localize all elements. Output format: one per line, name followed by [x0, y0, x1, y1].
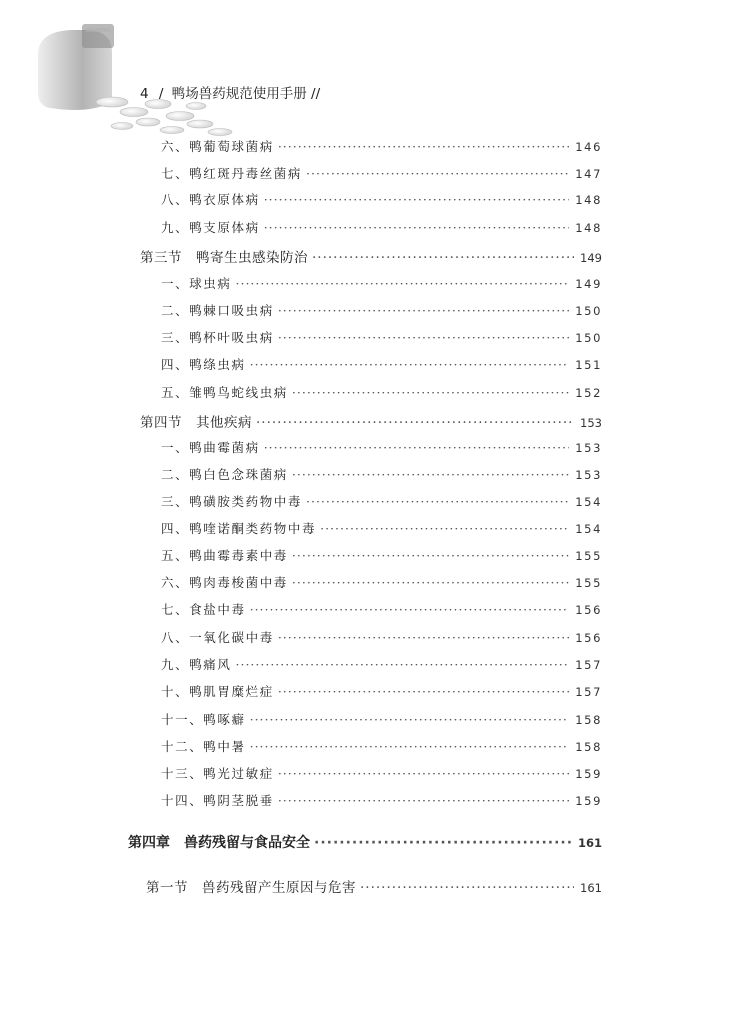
dot-leader	[264, 220, 570, 235]
toc-entry[interactable]	[161, 218, 602, 236]
toc-entry-title: 第四节 其他疾病	[140, 415, 252, 431]
toc-entry-page-number: 156	[575, 603, 602, 617]
toc-entry[interactable]	[140, 411, 602, 431]
toc-entry[interactable]	[161, 137, 602, 155]
dot-leader	[264, 440, 570, 455]
toc-entry-title: 第四章 兽药残留与食品安全	[128, 835, 310, 851]
toc-entry[interactable]	[161, 190, 602, 208]
toc-entry-title: 九、鸭支原体病	[161, 220, 260, 235]
toc-entry-title: 十二、鸭中暑	[161, 739, 246, 754]
toc-entry-title: 第三节 鸭寄生虫感染防治	[140, 250, 308, 266]
dot-leader	[292, 385, 569, 400]
toc-entry-page-number: 154	[575, 495, 602, 509]
dot-leader	[292, 548, 569, 563]
toc-entry[interactable]	[128, 832, 602, 852]
toc-entry[interactable]	[161, 737, 602, 755]
toc-entry[interactable]	[161, 328, 602, 346]
toc-entry-page-number: 158	[575, 713, 602, 727]
toc-entry-page-number: 148	[575, 221, 602, 235]
dot-leader	[292, 467, 569, 482]
toc-entry-page-number: 153	[575, 441, 602, 455]
dot-leader	[278, 139, 569, 154]
toc-entry-title: 二、鸭棘口吸虫病	[161, 303, 274, 318]
toc-entry-page-number: 157	[575, 658, 602, 672]
toc-entry-title: 五、鸭曲霉毒素中毒	[161, 548, 288, 563]
toc-entry[interactable]	[161, 791, 602, 809]
toc-entry[interactable]	[161, 546, 602, 564]
toc-entry[interactable]	[161, 383, 602, 401]
toc-entry-title: 六、鸭葡萄球菌病	[161, 139, 274, 154]
header-slash: /	[158, 86, 164, 102]
dot-leader	[306, 166, 569, 181]
toc-entry-page-number: 155	[575, 576, 602, 590]
toc-entry-page-number: 146	[575, 140, 602, 154]
page-number: 4	[140, 86, 149, 102]
toc-entry-title: 第一节 兽药残留产生原因与危害	[146, 880, 356, 896]
toc-entry-page-number: 158	[575, 740, 602, 754]
toc-entry-page-number: 150	[575, 331, 602, 345]
toc-entry-title: 八、鸭衣原体病	[161, 192, 260, 207]
dot-leader	[236, 657, 570, 672]
toc-entry-page-number: 149	[580, 251, 602, 265]
toc-entry[interactable]	[161, 492, 602, 510]
toc-entry[interactable]	[161, 274, 602, 292]
toc-entry-title: 十一、鸭啄癖	[161, 712, 246, 727]
dot-leader	[314, 835, 572, 851]
dot-leader	[320, 521, 569, 536]
toc-entry[interactable]	[161, 682, 602, 700]
toc-entry-title: 七、鸭红斑丹毒丝菌病	[161, 166, 303, 181]
toc-entry[interactable]	[161, 164, 602, 182]
toc-entry[interactable]	[161, 519, 602, 537]
toc-entry-page-number: 161	[580, 881, 602, 895]
toc-entry[interactable]	[161, 628, 602, 646]
dot-leader	[250, 712, 570, 727]
toc-entry[interactable]	[146, 876, 602, 896]
toc-entry-title: 二、鸭白色念珠菌病	[161, 467, 288, 482]
dot-leader	[278, 630, 569, 645]
toc-entry-page-number: 161	[577, 836, 602, 850]
toc-entry-page-number: 156	[575, 631, 602, 645]
running-header	[140, 82, 320, 102]
dot-leader	[360, 880, 574, 896]
toc-entry-page-number: 147	[575, 167, 602, 181]
toc-entry-page-number: 153	[580, 416, 602, 430]
dot-leader	[312, 250, 574, 266]
dot-leader	[256, 415, 574, 431]
dot-leader	[278, 330, 569, 345]
toc-entry-page-number: 157	[575, 685, 602, 699]
toc-entry-title: 四、鸭喹诺酮类药物中毒	[161, 521, 317, 536]
book-title: 鸭场兽药规范使用手册 //	[171, 86, 321, 102]
toc-entry-title: 一、鸭曲霉菌病	[161, 440, 260, 455]
toc-entry[interactable]	[161, 355, 602, 373]
dot-leader	[250, 357, 570, 372]
toc-entry[interactable]	[161, 600, 602, 618]
toc-entry[interactable]	[161, 764, 602, 782]
toc-entry-page-number: 152	[575, 386, 602, 400]
toc-entry-page-number: 153	[575, 468, 602, 482]
toc-entry[interactable]	[161, 465, 602, 483]
toc-entry-title: 十、鸭肌胃糜烂症	[161, 684, 274, 699]
toc-entry[interactable]	[161, 573, 602, 591]
toc-entry-title: 五、雏鸭鸟蛇线虫病	[161, 385, 288, 400]
toc-entry-page-number: 159	[575, 767, 602, 781]
toc-entry[interactable]	[140, 246, 602, 266]
toc-entry-page-number: 150	[575, 304, 602, 318]
toc-entry-page-number: 159	[575, 794, 602, 808]
toc-entry[interactable]	[161, 301, 602, 319]
dot-leader	[250, 739, 570, 754]
toc-entry-page-number: 148	[575, 193, 602, 207]
dot-leader	[264, 192, 570, 207]
dot-leader	[236, 276, 570, 291]
dot-leader	[278, 303, 569, 318]
toc-entry-title: 一、球虫病	[161, 276, 232, 291]
dot-leader	[278, 793, 569, 808]
toc-entry-page-number: 155	[575, 549, 602, 563]
toc-entry-title: 八、一氧化碳中毒	[161, 630, 274, 645]
dot-leader	[278, 684, 569, 699]
toc-entry-title: 四、鸭绦虫病	[161, 357, 246, 372]
dot-leader	[278, 766, 569, 781]
toc-entry[interactable]	[161, 438, 602, 456]
toc-entry-page-number: 151	[575, 358, 602, 372]
toc-entry-title: 七、食盐中毒	[161, 602, 246, 617]
dot-leader	[306, 494, 569, 509]
dot-leader	[292, 575, 569, 590]
toc-entry-page-number: 154	[575, 522, 602, 536]
toc-entry[interactable]	[161, 655, 602, 673]
toc-entry-title: 十四、鸭阴茎脱垂	[161, 793, 274, 808]
dot-leader	[250, 602, 570, 617]
toc-entry[interactable]	[161, 710, 602, 728]
toc-entry-page-number: 149	[575, 277, 602, 291]
toc-entry-title: 十三、鸭光过敏症	[161, 766, 274, 781]
toc-entry-title: 九、鸭痛风	[161, 657, 232, 672]
toc-entry-title: 六、鸭肉毒梭菌中毒	[161, 575, 288, 590]
toc-entry-title: 三、鸭磺胺类药物中毒	[161, 494, 303, 509]
toc-entry-title: 三、鸭杯叶吸虫病	[161, 330, 274, 345]
